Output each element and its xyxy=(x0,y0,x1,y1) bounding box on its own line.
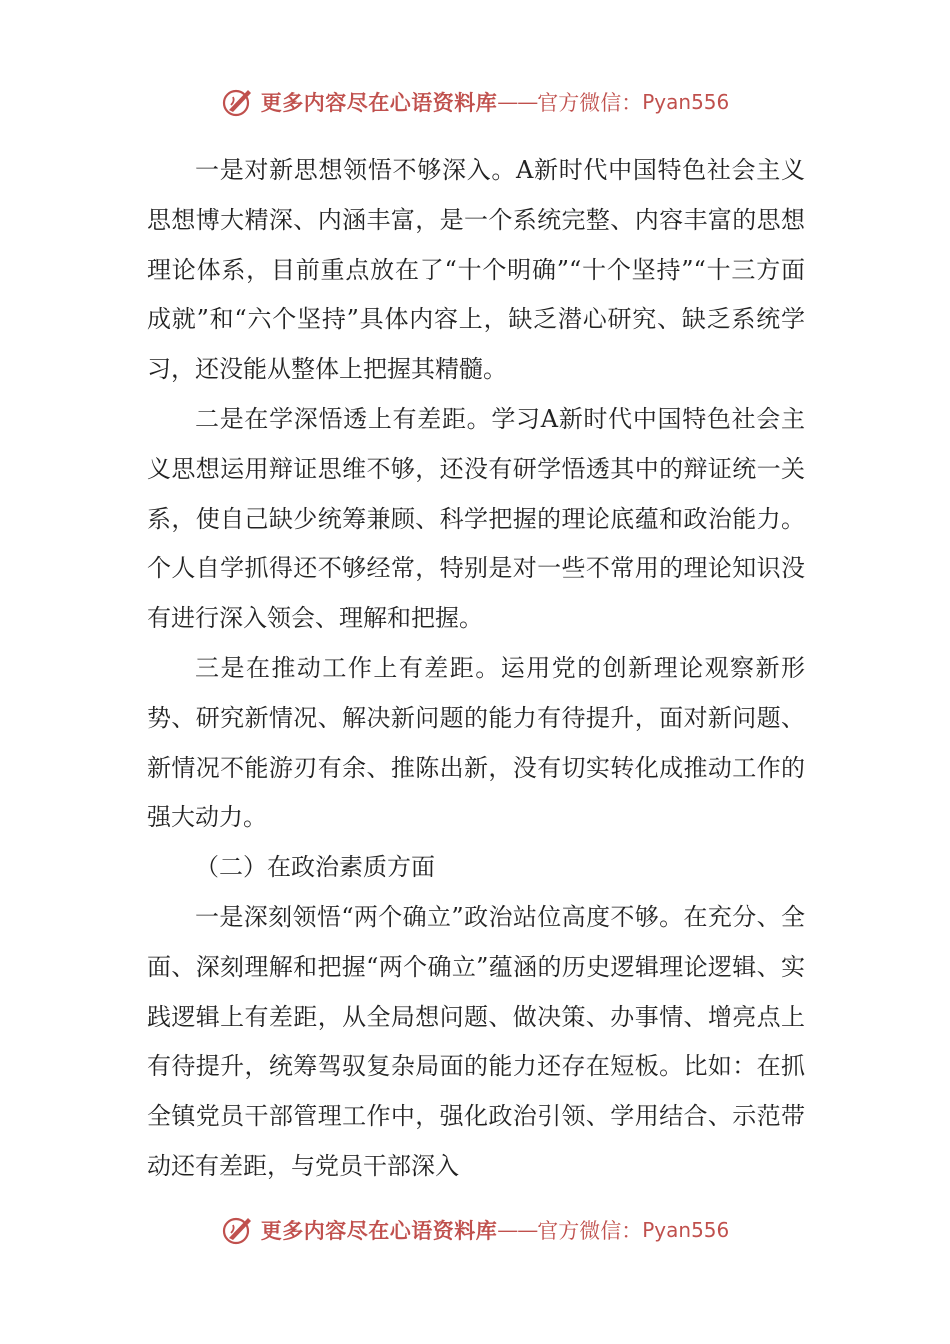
watermark-footer xyxy=(0,1210,950,1250)
quill-logo-icon xyxy=(221,1213,255,1247)
watermark-header xyxy=(0,82,950,122)
paragraph: 二是在学深悟透上有差距。学习A新时代中国特色社会主义思想运用辩证思维不够，还没有研学悟透其中的辩证统一关系，使自己缺少统筹兼顾、科学把握的理论底蕴和政治能力。个人自学抓得还不够经常，特别是对一些不常用的理论知识没有进行深入领会、理解和把握。 xyxy=(147,404,805,633)
document-body xyxy=(147,146,805,1192)
watermark-label: 官方微信： xyxy=(537,1219,643,1243)
section-heading: （二）在政治素质方面 xyxy=(195,853,435,882)
paragraph: 一是深刻领悟“两个确立”政治站位高度不够。在充分、全面、深刻理解和把握“两个确立”蕴涵的历史逻辑理论逻辑、实践逻辑上有差距，从全局想问题、做决策、办事情、增亮点上有待提升，统筹驾驭复杂局面的能力还存在短板。比如：在抓全镇党员干部管理工作中，强化政治引领、学用结合、示范带动还有差距，与党员干部深入 xyxy=(147,902,805,1180)
watermark-brand: 更多内容尽在心语资料库 xyxy=(260,90,498,115)
watermark-account: Pyan556 xyxy=(642,90,730,114)
watermark-brand: 更多内容尽在心语资料库 xyxy=(260,1218,498,1243)
watermark-account: Pyan556 xyxy=(642,1218,730,1242)
quill-logo-icon xyxy=(221,85,255,119)
paragraph: 三是在推动工作上有差距。运用党的创新理论观察新形势、研究新情况、解决新问题的能力有待提升，面对新问题、新情况不能游刃有余、推陈出新，没有切实转化成推动工作的强大动力。 xyxy=(147,653,805,832)
watermark-dash: —— xyxy=(497,90,538,114)
paragraph: 一是对新思想领悟不够深入。A新时代中国特色社会主义思想博大精深、内涵丰富，是一个系统完整、内容丰富的思想理论体系，目前重点放在了“十个明确”“十个坚持”“十三方面成就”和“六个坚持”具体内容上，缺乏潜心研究、缺乏系统学习，还没能从整体上把握其精髓。 xyxy=(147,156,805,384)
watermark-label: 官方微信： xyxy=(537,91,643,115)
watermark-dash: —— xyxy=(497,1218,538,1242)
